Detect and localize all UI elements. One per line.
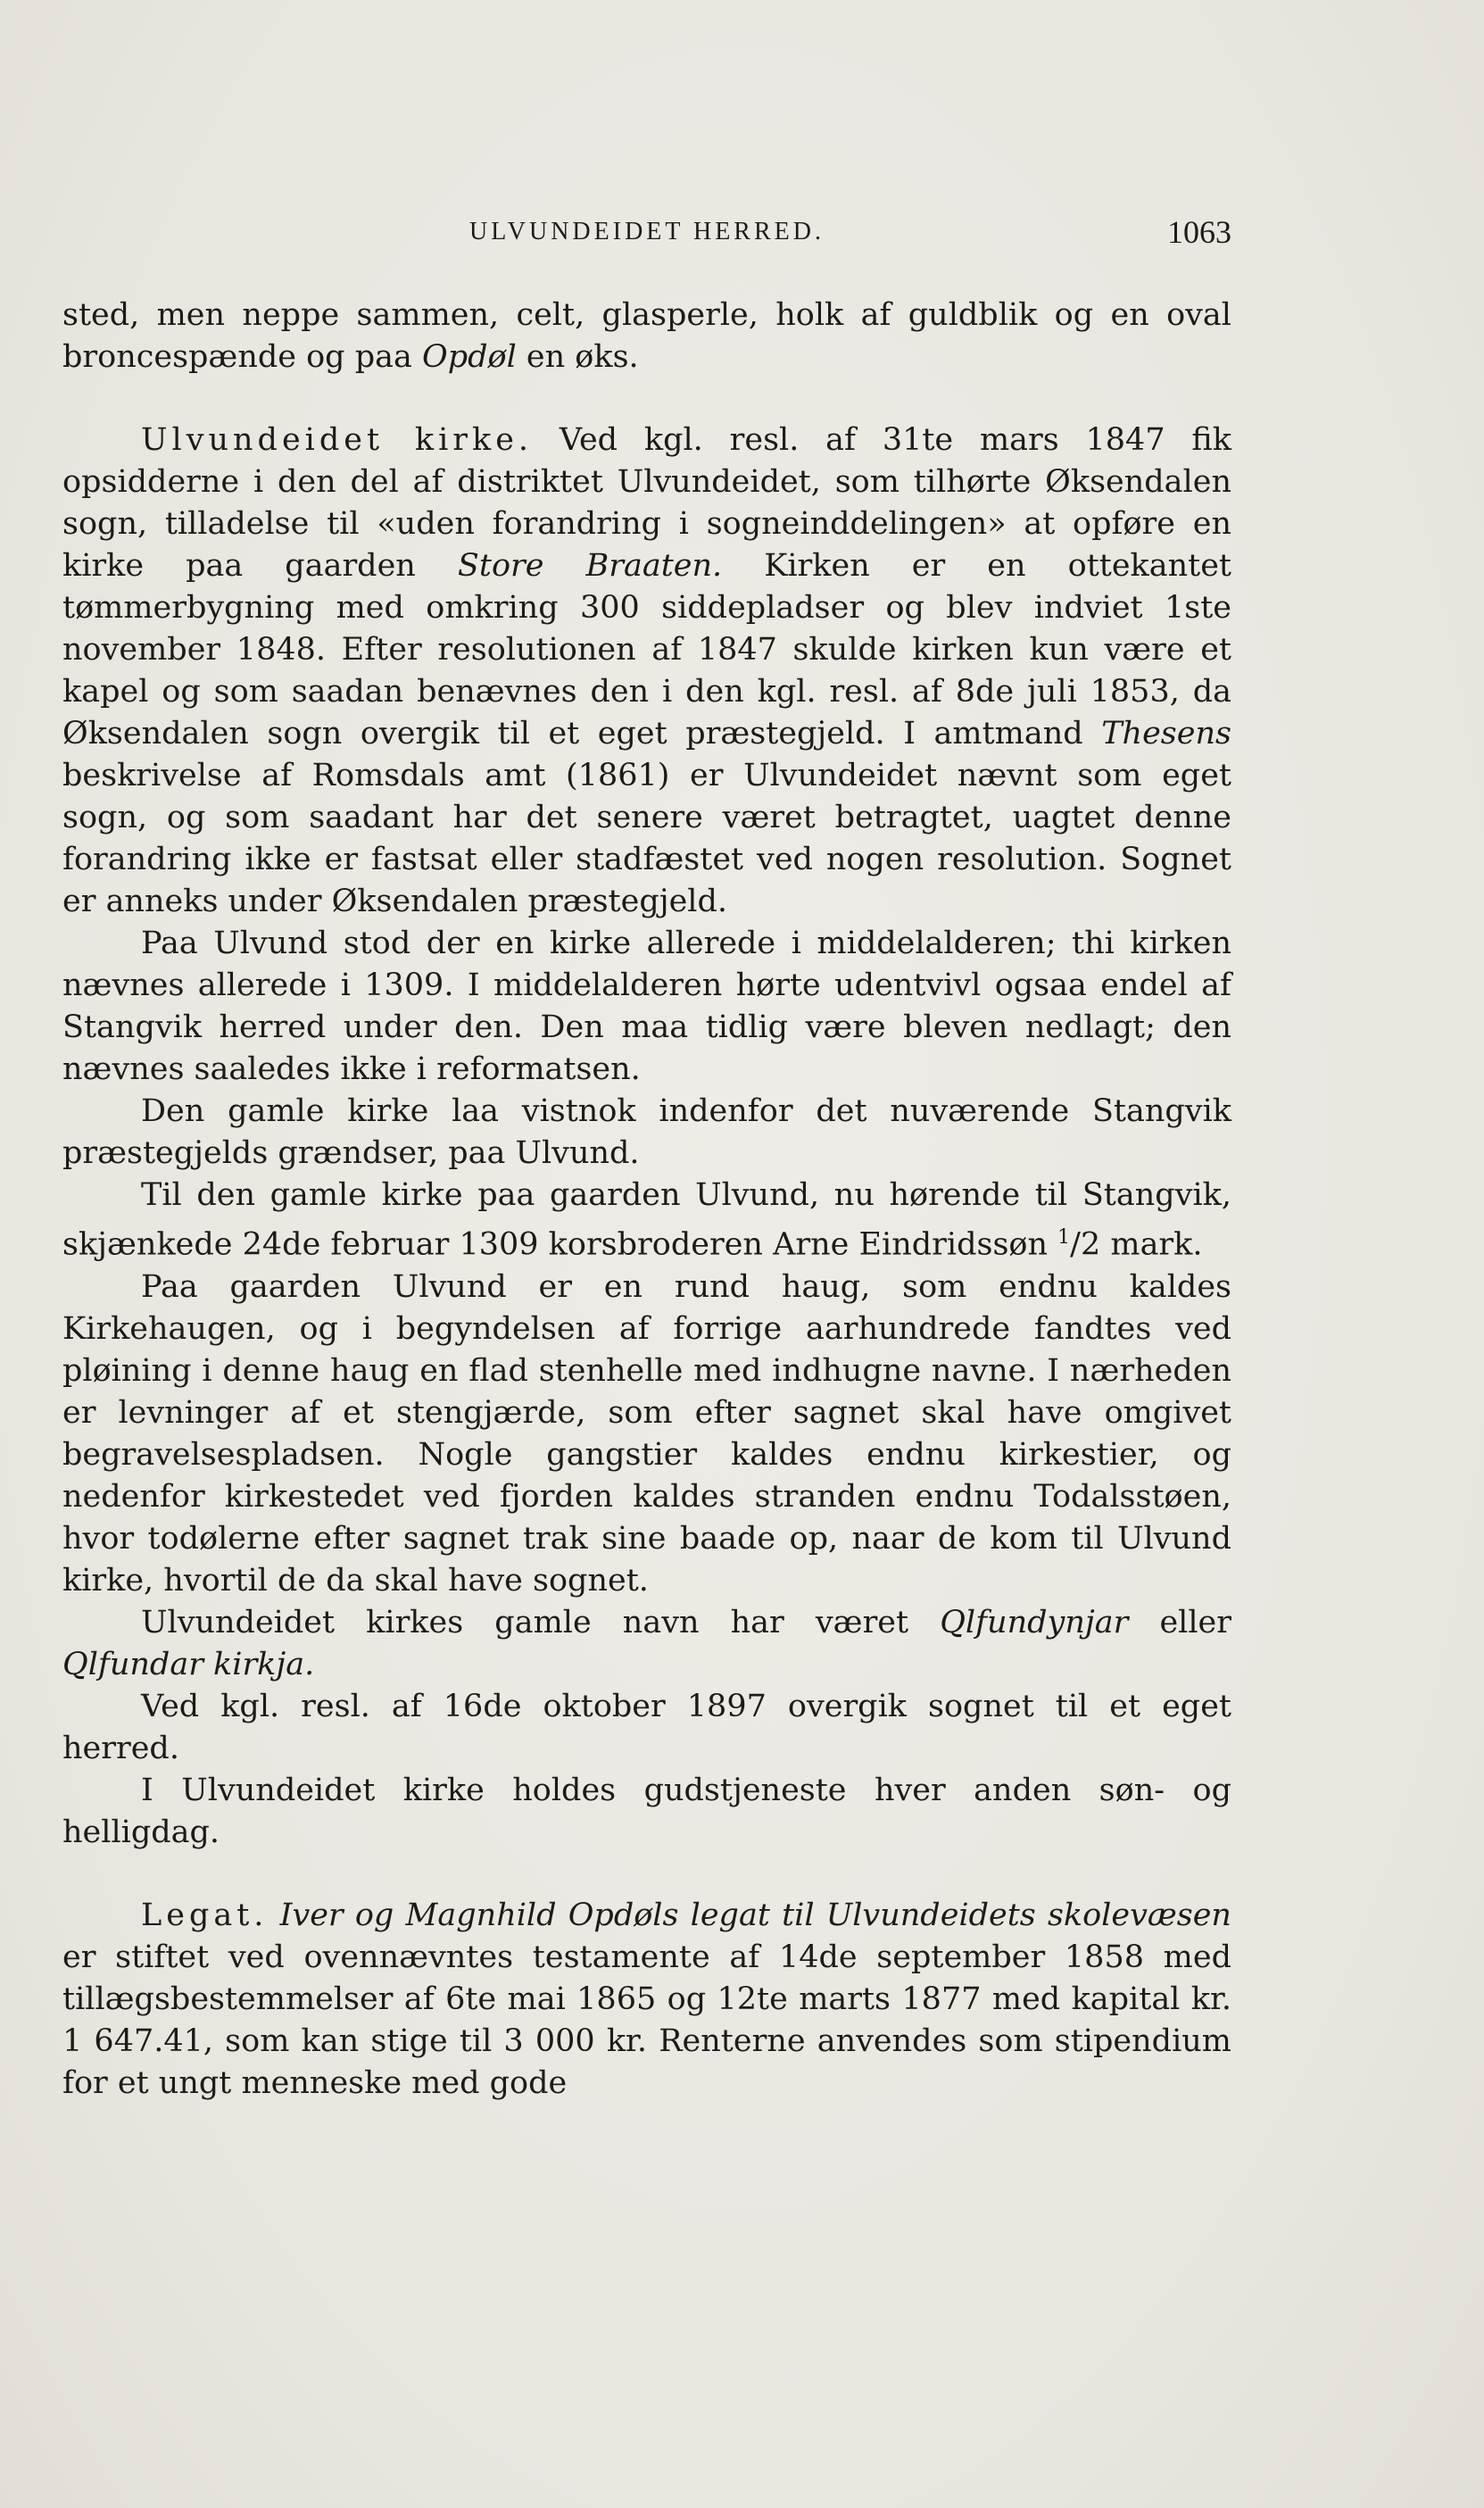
fraction-denominator: /2 — [1070, 1226, 1101, 1263]
paragraph-gap — [62, 1854, 1231, 1895]
paragraph-legat — [62, 1895, 1231, 2105]
running-title: ULVUNDEIDET HERRED. — [469, 218, 825, 245]
paragraph-old-name — [62, 1602, 1231, 1686]
text-run: beskrivelse af Romsdals amt (1861) er Ulvundeidet nævnt som eget sogn, og som saadant har det senere været betragtet, uagtet denne forandring ikke er fastsat eller stadfæstet ved nogen resolution. Sognet er anneks under Øksendalen præstegjeld. — [62, 758, 1231, 919]
page-number: 1063 — [1167, 214, 1231, 250]
section-lead: Legat. — [141, 1897, 269, 1933]
section-lead: Ulvundeidet kirke. — [141, 422, 534, 458]
text-run: en øks. — [526, 339, 639, 375]
fraction-numerator: 1 — [1057, 1226, 1071, 1249]
body-text — [62, 295, 1231, 2105]
paragraph-herred: Ved kgl. resl. af 16de oktober 1897 overgik sognet til et eget herred. — [62, 1688, 1231, 1766]
place-name: Opdøl — [422, 339, 517, 375]
text-run: Ulvundeidet kirkes gamle navn har været — [141, 1604, 909, 1640]
text-run: Kirken er en ottekantet tømmerbygning med omkring 300 siddepladser og blev indviet 1ste november 1848. Efter resolutionen af 1847 skulde kirken kun være et kapel og som saadan benævnes den i den kgl. resl. af 8de juli 1853, da Øksendalen sogn overgik til et eget præstegjeld. I amtmand — [62, 548, 1231, 752]
place-name: Store Braaten. — [457, 548, 723, 584]
paragraph-donation — [62, 1175, 1231, 1266]
text-run: Ved kgl. resl. af 31te mars 1847 fik opsidderne i den del af distriktet Ulvundeidet, som tilhørte Øksendalen sogn, tilladelse til «uden forandring i sogneinddelingen» at opføre en kirke paa gaarden — [62, 422, 1231, 584]
text-run: sted, men neppe sammen, celt, glasperle, holk af guldblik og en oval broncespænde og paa — [62, 297, 1231, 375]
paragraph-service: I Ulvundeidet kirke holdes gudstjeneste hver anden søn- og helligdag. — [62, 1772, 1231, 1850]
paragraph-old-church: Den gamle kirke laa vistnok indenfor det nuværende Stangvik præstegjelds grændser, paa Ulvund. — [62, 1093, 1231, 1171]
old-name: Qlfundar kirkja. — [62, 1646, 315, 1682]
paragraph-finds — [62, 295, 1231, 378]
person-name: Thesens — [1101, 716, 1231, 752]
old-name: Qlfundynjar — [940, 1604, 1129, 1640]
legat-title: Iver og Magnhild Opdøls legat til Ulvundeidets skolevæsen — [279, 1897, 1231, 1933]
text-run: eller — [1159, 1604, 1231, 1640]
text-run: er stiftet ved ovennævntes testamente af 14de september 1858 med tillægsbestemmelser af 6te mai 1865 og 12te marts 1877 med kapital kr. 1 647.41, som kan stige til 3 000 kr. Renterne anvendes som stipendium for et ungt menneske med gode — [62, 1939, 1231, 2101]
paragraph-medieval: Paa Ulvund stod der en kirke allerede i middelalderen; thi kirken nævnes allerede i 1309. I middelalderen hørte udentvivl ogsaa endel af Stangvik herred under den. Den maa tidlig være bleven nedlagt; den nævnes saaledes ikke i reformatsen. — [62, 926, 1231, 1087]
paragraph-kirkehaugen: Paa gaarden Ulvund er en rund haug, som endnu kaldes Kirkehaugen, og i begyndelsen af forrige aarhundrede fandtes ved pløining i denne haug en flad stenhelle med indhugne navne. I nærheden er levninger af et stengjærde, som efter sagnet skal have omgivet begravelsespladsen. Nogle gangstier kaldes endnu kirkestier, og nedenfor kirkestedet ved fjorden kaldes stranden endnu Todalsstøen, hvor todølerne efter sagnet trak sine baade op, naar de kom til Ulvund kirke, hvortil de da skal have sognet. — [62, 1268, 1231, 1599]
paragraph-church — [62, 419, 1231, 923]
paragraph-gap — [62, 378, 1231, 419]
text-run: Til den gamle kirke paa gaarden Ulvund, nu hørende til Stangvik, skjænkede 24de februar 1309 korsbroderen Arne Eindridssøn — [62, 1177, 1231, 1263]
running-header — [62, 212, 1231, 252]
text-run: mark. — [1110, 1226, 1203, 1263]
